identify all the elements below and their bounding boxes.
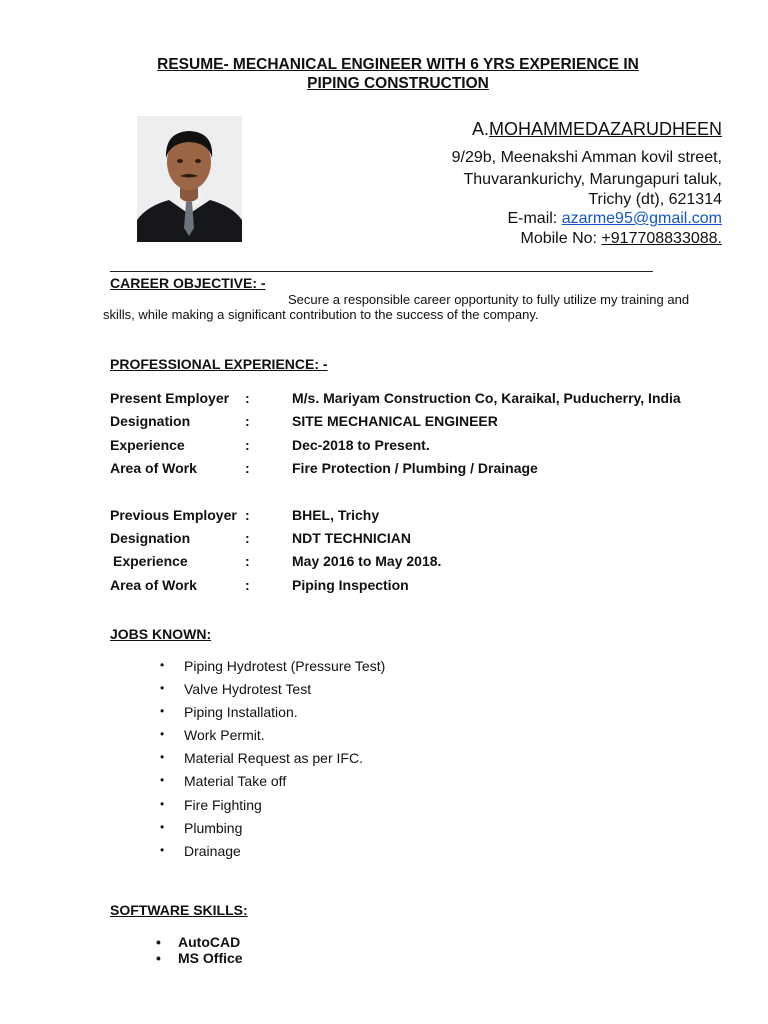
career-objective-heading: CAREER OBJECTIVE: - — [110, 275, 266, 291]
field-label: Previous Employer — [110, 507, 237, 523]
professional-experience-heading: PROFESSIONAL EXPERIENCE: - — [110, 356, 328, 372]
bullet-icon: • — [156, 934, 161, 950]
list-item-text: Valve Hydrotest Test — [184, 681, 312, 698]
list-item-text: Fire Fighting — [184, 796, 262, 813]
list-item-text: Material Take off — [184, 773, 287, 790]
field-value: Dec-2018 to Present. — [292, 437, 430, 453]
field-label: Present Employer — [110, 390, 230, 406]
list-item-text: Plumbing — [184, 819, 243, 836]
email-label: E-mail: — [507, 210, 562, 227]
bullet-icon: • — [160, 658, 165, 672]
bullet-icon: • — [160, 727, 165, 742]
bullet-icon: • — [160, 819, 165, 834]
field-colon: : — [245, 437, 250, 453]
list-item — [160, 795, 385, 818]
list-item-text: Material Request as per IFC. — [184, 750, 363, 767]
jobs-known-heading: JOBS KNOWN: — [110, 626, 212, 642]
person-photo-icon — [137, 116, 242, 242]
field-colon: : — [245, 530, 250, 546]
list-item-text: Work Permit. — [184, 727, 265, 744]
email-link[interactable]: azarme95@gmail.com — [561, 210, 722, 227]
objective-line-1: Secure a responsible career opportunity to fully utilize my training and — [288, 292, 690, 307]
list-item — [156, 951, 243, 967]
field-colon: : — [245, 390, 250, 406]
field-value: May 2016 to May 2018. — [292, 553, 442, 569]
bullet-icon: • — [160, 681, 165, 696]
list-item — [160, 748, 385, 771]
software-skills-list — [156, 935, 243, 966]
field-label: Area of Work — [110, 577, 197, 593]
list-item — [160, 818, 385, 841]
name-underlined: MOHAMMEDAZARUDHEEN — [488, 119, 722, 139]
list-item — [160, 656, 385, 679]
candidate-name — [472, 119, 722, 140]
profile-photo — [137, 116, 242, 242]
field-value: Fire Protection / Plumbing / Drainage — [292, 460, 538, 476]
field-value: NDT TECHNICIAN — [292, 530, 411, 546]
mobile-number: +917708833088. — [601, 230, 722, 247]
list-item — [160, 679, 385, 702]
field-colon: : — [245, 413, 250, 429]
bullet-icon: • — [160, 842, 165, 857]
bullet-icon: • — [160, 750, 165, 765]
list-item — [160, 771, 385, 794]
objective-line-2: skills, while making a significant contribution to the success of the company. — [103, 307, 539, 322]
field-label: Area of Work — [110, 460, 197, 476]
list-item-text: Drainage — [184, 842, 241, 859]
software-skills-heading: SOFTWARE SKILLS: — [110, 902, 248, 918]
list-item — [160, 841, 385, 864]
list-item — [160, 702, 385, 725]
bullet-icon: • — [160, 704, 165, 719]
address-line-2: Thuvarankurichy, Marungapuri taluk, — [463, 171, 722, 188]
email-line — [507, 210, 722, 228]
field-colon: : — [245, 460, 250, 476]
mobile-label: Mobile No: — [520, 230, 602, 247]
field-label: Experience — [113, 553, 188, 569]
resume-title-line-2: PIPING CONSTRUCTION — [307, 75, 489, 92]
bullet-icon: • — [156, 949, 161, 966]
bullet-icon: • — [160, 796, 165, 811]
list-item — [156, 935, 243, 951]
field-label: Experience — [110, 437, 185, 453]
field-value: M/s. Mariyam Construction Co, Karaikal, Puducherry, India — [292, 390, 681, 406]
address-line-3: Trichy (dt), 621314 — [588, 191, 722, 208]
jobs-known-list — [160, 656, 385, 864]
list-item-text: MS Office — [178, 949, 243, 966]
mobile-line — [521, 230, 723, 248]
list-item-text: Piping Hydrotest (Pressure Test) — [184, 658, 386, 674]
name-prefix: A. — [471, 119, 489, 139]
field-label: Designation — [110, 413, 191, 429]
header-divider — [110, 271, 653, 272]
field-value: BHEL, Trichy — [292, 507, 380, 523]
resume-title-line-1: RESUME- MECHANICAL ENGINEER WITH 6 YRS EXPERIENCE IN — [157, 56, 639, 73]
field-colon: : — [245, 507, 250, 523]
bullet-icon: • — [160, 773, 165, 788]
field-colon: : — [245, 577, 250, 593]
field-label: Designation — [110, 530, 191, 546]
field-value: Piping Inspection — [292, 577, 409, 593]
list-item-text: Piping Installation. — [184, 704, 298, 721]
address-line-1: 9/29b, Meenakshi Amman kovil street, — [451, 149, 722, 166]
field-colon: : — [245, 553, 250, 569]
list-item — [160, 725, 385, 748]
field-value: SITE MECHANICAL ENGINEER — [292, 413, 498, 429]
list-item-text: AutoCAD — [178, 934, 241, 950]
